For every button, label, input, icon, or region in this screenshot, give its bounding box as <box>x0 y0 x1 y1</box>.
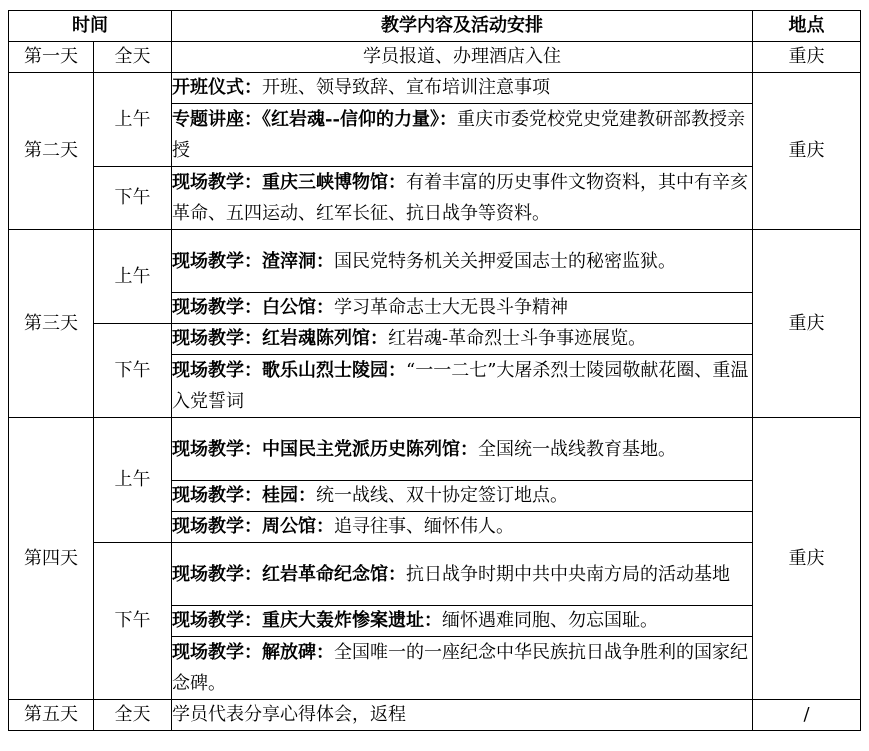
item-lead: 现场教学：红岩魂陈列馆： <box>172 328 388 349</box>
day2-am-row-1 <box>9 73 861 104</box>
day4-label: 第四天 <box>9 418 94 700</box>
item-text: 缅怀遇难同胞、勿忘国耻。 <box>442 610 658 631</box>
item-lead: 现场教学：重庆三峡博物馆： <box>172 172 406 193</box>
item-lead: 开班仪式： <box>172 77 262 98</box>
header-time: 时间 <box>9 11 172 42</box>
schedule-table <box>8 10 861 731</box>
item-lead: 现场教学：中国民主党派历史陈列馆： <box>172 438 478 460</box>
item-text: 全国唯一的一座纪念中华民族抗日战争胜利的国家纪念碑。 <box>172 642 748 694</box>
day4-am-label: 上午 <box>94 418 172 543</box>
item-text: 国民党特务机关关押爱国志士的秘密监狱。 <box>334 250 676 272</box>
day5-content: 学员代表分享心得体会，返程 <box>172 700 753 731</box>
day5-row <box>9 700 861 731</box>
item-text: 统一战线、双十协定签订地点。 <box>316 485 568 506</box>
item-lead: 现场教学：重庆大轰炸惨案遗址： <box>172 610 442 631</box>
day1-place: 重庆 <box>753 42 861 73</box>
day4-pm-item-3 <box>172 637 753 700</box>
day3-label: 第三天 <box>9 230 94 418</box>
item-lead: 现场教学：桂园： <box>172 485 316 506</box>
item-text: 追寻往事、缅怀伟人。 <box>334 516 514 537</box>
day4-pm-item-2 <box>172 606 753 637</box>
day2-label: 第二天 <box>9 73 94 230</box>
day4-am-item-1 <box>172 418 753 481</box>
day3-pm-item-2 <box>172 355 753 418</box>
item-text: 开班、领导致辞、宣布培训注意事项 <box>262 77 550 98</box>
item-lead: 现场教学：歌乐山烈士陵园： <box>172 360 406 381</box>
item-text: 重庆市委党校党史党建教研部教授亲授 <box>172 109 745 161</box>
day4-am-item-3 <box>172 512 753 543</box>
item-lead: 现场教学：白公馆： <box>172 297 334 318</box>
item-text: 抗日战争时期中共中央南方局的活动基地 <box>406 563 730 585</box>
day2-am-item-2 <box>172 104 753 167</box>
item-lead: 现场教学：解放碑： <box>172 642 334 663</box>
day2-pm-item-1 <box>172 167 753 230</box>
day3-pm-label: 下午 <box>94 324 172 418</box>
day4-pm-item-1 <box>172 543 753 606</box>
day2-place: 重庆 <box>753 73 861 230</box>
day2-am-item-1 <box>172 73 753 104</box>
item-lead: 专题讲座：《红岩魂--信仰的力量》： <box>172 109 457 130</box>
day3-pm-item-1 <box>172 324 753 355</box>
day3-am-item-2 <box>172 293 753 324</box>
item-lead: 现场教学：周公馆： <box>172 516 334 537</box>
item-text: “一一二七”大屠杀烈士陵园敬献花圈、重温入党誓词 <box>172 360 749 412</box>
day1-row <box>9 42 861 73</box>
header-content: 教学内容及活动安排 <box>172 11 753 42</box>
day3-am-row-1 <box>9 230 861 293</box>
day4-place: 重庆 <box>753 418 861 700</box>
item-text: 全国统一战线教育基地。 <box>478 438 676 460</box>
day2-am-label: 上午 <box>94 73 172 167</box>
day5-period: 全天 <box>94 700 172 731</box>
day1-content: 学员报道、办理酒店入住 <box>172 42 753 73</box>
day4-am-row-1 <box>9 418 861 481</box>
day4-am-item-2 <box>172 481 753 512</box>
day4-pm-row-1 <box>9 543 861 606</box>
day5-label: 第五天 <box>9 700 94 731</box>
day3-am-item-1 <box>172 230 753 293</box>
day4-pm-label: 下午 <box>94 543 172 700</box>
day1-label: 第一天 <box>9 42 94 73</box>
day3-am-label: 上午 <box>94 230 172 324</box>
day2-pm-label: 下午 <box>94 167 172 230</box>
item-lead: 现场教学：渣滓洞： <box>172 250 334 272</box>
day2-pm-row-1 <box>9 167 861 230</box>
day3-pm-row-1 <box>9 324 861 355</box>
item-text: 学习革命志士大无畏斗争精神 <box>334 297 568 318</box>
day5-place: / <box>753 700 861 731</box>
header-place: 地点 <box>753 11 861 42</box>
header-row <box>9 11 861 42</box>
item-text: 红岩魂-革命烈士斗争事迹展览。 <box>388 328 647 349</box>
item-lead: 现场教学：红岩革命纪念馆： <box>172 563 406 585</box>
day1-period: 全天 <box>94 42 172 73</box>
item-text: 有着丰富的历史事件文物资料，其中有辛亥革命、五四运动、红军长征、抗日战争等资料。 <box>172 172 748 224</box>
day3-place: 重庆 <box>753 230 861 418</box>
